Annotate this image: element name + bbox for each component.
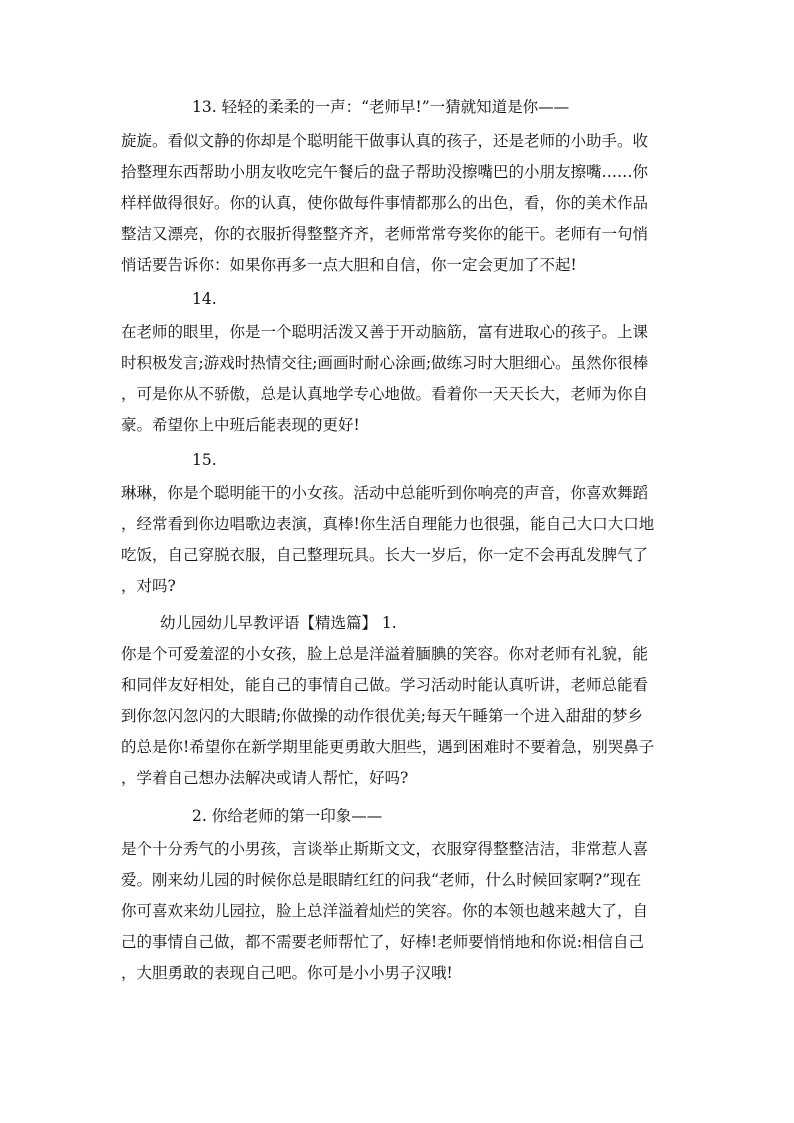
paragraph-13-heading: 13. 轻轻的柔柔的一声：“老师早!”一猜就知道是你—— (192, 98, 570, 116)
paragraph-15-line: ，经常看到你边唱歌边表演，真棒!你生活自理能力也很强，能自己大口大口地 (121, 515, 655, 533)
section-paragraph-line: 你是个可爱羞涩的小女孩，脸上总是洋溢着腼腆的笑容。你对老师有礼貌，能 (121, 645, 649, 663)
section-paragraph-line: 到你忽闪忽闪的大眼睛;你做操的动作很优美;每天午睡第一个进入甜甜的梦乡 (121, 707, 643, 725)
paragraph-2-line: 你可喜欢来幼儿园拉，脸上总洋溢着灿烂的笑容。你的本领也越来越大了，自 (121, 902, 649, 920)
paragraph-2-line: 己的事情自己做，都不需要老师帮忙了，好棒!老师要悄悄地和你说:相信自己 (121, 933, 644, 951)
paragraph-15-heading: 15. (192, 451, 217, 469)
paragraph-14-line: ，可是你从不骄傲，总是认真地学专心地做。看着你一天天长大，老师为你自 (121, 385, 649, 403)
paragraph-13-line: 悄话要告诉你：如果你再多一点大胆和自信，你一定会更加了不起! (121, 256, 577, 274)
paragraph-2-line: ，大胆勇敢的表现自己吧。你可是小小男子汉哦! (121, 964, 453, 982)
paragraph-14-line: 时积极发言;游戏时热情交往;画画时耐心涂画;做练习时大胆细心。虽然你很棒 (121, 354, 649, 372)
paragraph-14-line: 豪。希望你上中班后能表现的更好! (121, 416, 360, 434)
paragraph-15-line: 琳琳，你是个聪明能干的小女孩。活动中总能听到你响亮的声音，你喜欢舞蹈 (121, 484, 649, 502)
section-heading: 幼儿园幼儿早教评语【精选篇】 1. (160, 614, 397, 632)
paragraph-14-heading: 14. (192, 290, 217, 308)
paragraph-2-line: 是个十分秀气的小男孩，言谈举止斯斯文文，衣服穿得整整洁洁，非常惹人喜 (121, 840, 649, 858)
paragraph-13-line: 旋旋。看似文静的你却是个聪明能干做事认真的孩子，还是老师的小助手。收 (121, 132, 649, 150)
paragraph-2-heading: 2. 你给老师的第一印象—— (192, 807, 383, 825)
section-paragraph-line: 和同伴友好相处，能自己的事情自己做。学习活动时能认真听讲，老师总能看 (121, 676, 649, 694)
paragraph-15-line: 吃饭，自己穿脱衣服，自己整理玩具。长大一岁后，你一定不会再乱发脾气了 (121, 546, 649, 564)
section-paragraph-line: 的总是你!希望你在新学期里能更勇敢大胆些，遇到困难时不要着急，别哭鼻子 (121, 738, 655, 756)
paragraph-13-line: 样样做得很好。你的认真，使你做每件事情都那么的出色，看，你的美术作品 (121, 194, 649, 212)
paragraph-13-line: 拾整理东西帮助小朋友收吃完午餐后的盘子帮助没擦嘴巴的小朋友擦嘴……你 (121, 163, 649, 181)
paragraph-14-line: 在老师的眼里，你是一个聪明活泼又善于开动脑筋，富有进取心的孩子。上课 (121, 323, 649, 341)
section-paragraph-line: ，学着自己想办法解决或请人帮忙，好吗? (121, 769, 409, 787)
paragraph-15-line: ，对吗? (121, 577, 176, 595)
paragraph-13-line: 整洁又漂亮，你的衣服折得整整齐齐，老师常常夸奖你的能干。老师有一句悄 (121, 225, 649, 243)
paragraph-2-line: 爱。刚来幼儿园的时候你总是眼睛红红的问我“老师，什么时候回家啊?”现在 (121, 871, 642, 889)
